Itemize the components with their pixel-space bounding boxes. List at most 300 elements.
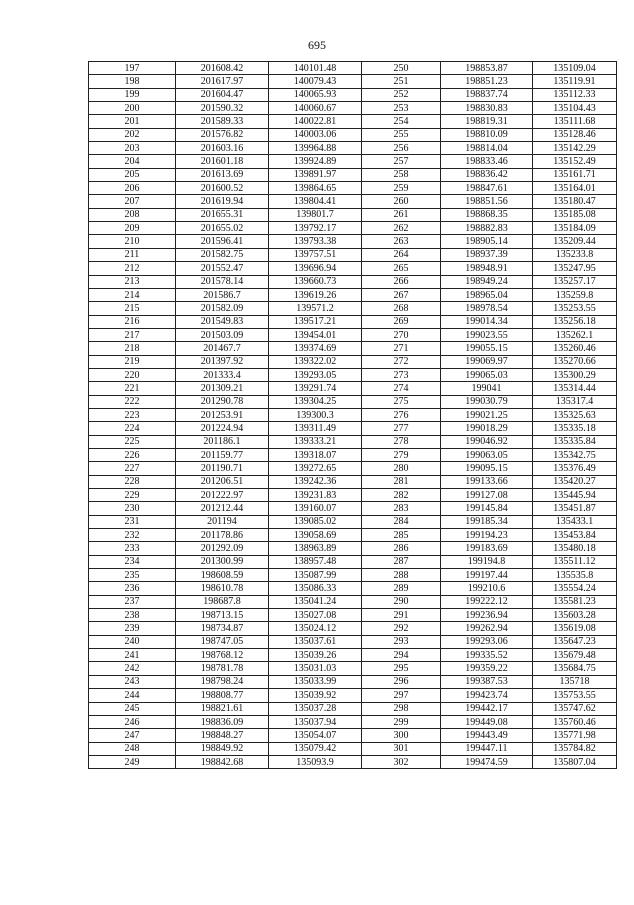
x-coordinate-cell: 198965.04 (441, 288, 533, 301)
x-coordinate-cell: 199065.03 (441, 368, 533, 381)
table-row (89, 649, 617, 662)
x-coordinate-cell: 201178.86 (176, 529, 269, 542)
x-coordinate-cell: 198747.05 (176, 635, 269, 648)
point-number-cell: 254 (362, 115, 441, 128)
point-number-cell: 240 (89, 635, 176, 648)
y-coordinate-cell: 139891.97 (269, 168, 362, 181)
x-coordinate-cell: 199262.94 (441, 622, 533, 635)
y-coordinate-cell: 135784.82 (533, 742, 617, 755)
y-coordinate-cell: 139058.69 (269, 529, 362, 542)
x-coordinate-cell: 201601.18 (176, 155, 269, 168)
y-coordinate-cell: 139792.17 (269, 222, 362, 235)
y-coordinate-cell: 135325.63 (533, 408, 617, 421)
point-number-cell: 264 (362, 248, 441, 261)
y-coordinate-cell: 135511.12 (533, 555, 617, 568)
y-coordinate-cell: 135420.27 (533, 475, 617, 488)
x-coordinate-cell: 201604.47 (176, 88, 269, 101)
y-coordinate-cell: 135037.28 (269, 702, 362, 715)
y-coordinate-cell: 135185.08 (533, 208, 617, 221)
x-coordinate-cell: 201333.4 (176, 368, 269, 381)
y-coordinate-cell: 139085.02 (269, 515, 362, 528)
x-coordinate-cell: 198810.09 (441, 128, 533, 141)
table-row (89, 742, 617, 755)
y-coordinate-cell: 135451.87 (533, 502, 617, 515)
point-number-cell: 203 (89, 142, 176, 155)
x-coordinate-cell: 201309.21 (176, 382, 269, 395)
x-coordinate-cell: 201590.32 (176, 102, 269, 115)
x-coordinate-cell: 201503.09 (176, 328, 269, 341)
y-coordinate-cell: 139291.74 (269, 382, 362, 395)
point-number-cell: 282 (362, 489, 441, 502)
table-row (89, 88, 617, 101)
x-coordinate-cell: 198882.83 (441, 222, 533, 235)
y-coordinate-cell: 135480.18 (533, 542, 617, 555)
point-number-cell: 200 (89, 102, 176, 115)
x-coordinate-cell: 201224.94 (176, 422, 269, 435)
x-coordinate-cell: 199041 (441, 382, 533, 395)
x-coordinate-cell: 199185.34 (441, 515, 533, 528)
x-coordinate-cell: 199293.06 (441, 635, 533, 648)
point-number-cell: 227 (89, 462, 176, 475)
x-coordinate-cell: 199387.53 (441, 675, 533, 688)
point-number-cell: 235 (89, 569, 176, 582)
x-coordinate-cell: 198868.35 (441, 208, 533, 221)
x-coordinate-cell: 201467.7 (176, 342, 269, 355)
x-coordinate-cell: 199194.8 (441, 555, 533, 568)
x-coordinate-cell: 201582.75 (176, 248, 269, 261)
y-coordinate-cell: 139571.2 (269, 302, 362, 315)
x-coordinate-cell: 199127.08 (441, 489, 533, 502)
x-coordinate-cell: 198610.78 (176, 582, 269, 595)
point-number-cell: 204 (89, 155, 176, 168)
x-coordinate-cell: 198833.46 (441, 155, 533, 168)
point-number-cell: 215 (89, 302, 176, 315)
point-number-cell: 222 (89, 395, 176, 408)
point-number-cell: 198 (89, 75, 176, 88)
table-row (89, 355, 617, 368)
x-coordinate-cell: 199069.97 (441, 355, 533, 368)
x-coordinate-cell: 198937.39 (441, 248, 533, 261)
table-row (89, 395, 617, 408)
y-coordinate-cell: 139231.83 (269, 489, 362, 502)
x-coordinate-cell: 199442.17 (441, 702, 533, 715)
x-coordinate-cell: 198814.04 (441, 142, 533, 155)
y-coordinate-cell: 135554.24 (533, 582, 617, 595)
table-row (89, 248, 617, 261)
y-coordinate-cell: 135031.03 (269, 662, 362, 675)
coordinates-table-body (89, 62, 617, 769)
point-number-cell: 294 (362, 649, 441, 662)
point-number-cell: 253 (362, 102, 441, 115)
point-number-cell: 290 (362, 595, 441, 608)
x-coordinate-cell: 201253.91 (176, 408, 269, 421)
y-coordinate-cell: 135581.23 (533, 595, 617, 608)
x-coordinate-cell: 198949.24 (441, 275, 533, 288)
y-coordinate-cell: 135209.44 (533, 235, 617, 248)
point-number-cell: 279 (362, 448, 441, 461)
point-number-cell: 205 (89, 168, 176, 181)
point-number-cell: 257 (362, 155, 441, 168)
y-coordinate-cell: 139322.02 (269, 355, 362, 368)
x-coordinate-cell: 199222.12 (441, 595, 533, 608)
point-number-cell: 291 (362, 609, 441, 622)
point-number-cell: 214 (89, 288, 176, 301)
x-coordinate-cell: 198851.56 (441, 195, 533, 208)
point-number-cell: 295 (362, 662, 441, 675)
y-coordinate-cell: 135535.8 (533, 569, 617, 582)
x-coordinate-cell: 199447.11 (441, 742, 533, 755)
point-number-cell: 228 (89, 475, 176, 488)
y-coordinate-cell: 135233.8 (533, 248, 617, 261)
x-coordinate-cell: 198948.91 (441, 262, 533, 275)
x-coordinate-cell: 201222.97 (176, 489, 269, 502)
y-coordinate-cell: 135109.04 (533, 62, 617, 75)
x-coordinate-cell: 198836.42 (441, 168, 533, 181)
point-number-cell: 230 (89, 502, 176, 515)
point-number-cell: 286 (362, 542, 441, 555)
x-coordinate-cell: 201292.09 (176, 542, 269, 555)
table-row (89, 368, 617, 381)
x-coordinate-cell: 201159.77 (176, 448, 269, 461)
point-number-cell: 261 (362, 208, 441, 221)
y-coordinate-cell: 140060.67 (269, 102, 362, 115)
point-number-cell: 301 (362, 742, 441, 755)
y-coordinate-cell: 135257.17 (533, 275, 617, 288)
point-number-cell: 202 (89, 128, 176, 141)
y-coordinate-cell: 139454.01 (269, 328, 362, 341)
point-number-cell: 293 (362, 635, 441, 648)
x-coordinate-cell: 201617.97 (176, 75, 269, 88)
point-number-cell: 281 (362, 475, 441, 488)
point-number-cell: 221 (89, 382, 176, 395)
point-number-cell: 289 (362, 582, 441, 595)
table-row (89, 288, 617, 301)
point-number-cell: 249 (89, 755, 176, 768)
point-number-cell: 233 (89, 542, 176, 555)
y-coordinate-cell: 135247.95 (533, 262, 617, 275)
point-number-cell: 265 (362, 262, 441, 275)
point-number-cell: 269 (362, 315, 441, 328)
point-number-cell: 273 (362, 368, 441, 381)
x-coordinate-cell: 201619.94 (176, 195, 269, 208)
x-coordinate-cell: 199443.49 (441, 729, 533, 742)
x-coordinate-cell: 198848.27 (176, 729, 269, 742)
table-row (89, 569, 617, 582)
x-coordinate-cell: 201586.7 (176, 288, 269, 301)
table-row (89, 555, 617, 568)
point-number-cell: 224 (89, 422, 176, 435)
point-number-cell: 280 (362, 462, 441, 475)
point-number-cell: 229 (89, 489, 176, 502)
point-number-cell: 248 (89, 742, 176, 755)
x-coordinate-cell: 201212.44 (176, 502, 269, 515)
point-number-cell: 267 (362, 288, 441, 301)
x-coordinate-cell: 198713.15 (176, 609, 269, 622)
point-number-cell: 252 (362, 88, 441, 101)
table-row (89, 435, 617, 448)
x-coordinate-cell: 199210.6 (441, 582, 533, 595)
x-coordinate-cell: 201589.33 (176, 115, 269, 128)
y-coordinate-cell: 135300.29 (533, 368, 617, 381)
table-row (89, 542, 617, 555)
point-number-cell: 210 (89, 235, 176, 248)
table-row (89, 729, 617, 742)
x-coordinate-cell: 201596.41 (176, 235, 269, 248)
y-coordinate-cell: 135119.91 (533, 75, 617, 88)
point-number-cell: 242 (89, 662, 176, 675)
table-row (89, 315, 617, 328)
table-row (89, 622, 617, 635)
x-coordinate-cell: 198849.92 (176, 742, 269, 755)
point-number-cell: 292 (362, 622, 441, 635)
y-coordinate-cell: 138957.48 (269, 555, 362, 568)
y-coordinate-cell: 139793.38 (269, 235, 362, 248)
table-row (89, 502, 617, 515)
table-row (89, 142, 617, 155)
point-number-cell: 208 (89, 208, 176, 221)
table-row (89, 448, 617, 461)
table-row (89, 115, 617, 128)
table-row (89, 195, 617, 208)
y-coordinate-cell: 135180.47 (533, 195, 617, 208)
x-coordinate-cell: 201186.1 (176, 435, 269, 448)
point-number-cell: 256 (362, 142, 441, 155)
point-number-cell: 237 (89, 595, 176, 608)
point-number-cell: 199 (89, 88, 176, 101)
y-coordinate-cell: 135039.92 (269, 689, 362, 702)
table-row (89, 75, 617, 88)
coordinates-table (88, 61, 617, 769)
y-coordinate-cell: 139304.25 (269, 395, 362, 408)
point-number-cell: 225 (89, 435, 176, 448)
y-coordinate-cell: 135647.23 (533, 635, 617, 648)
y-coordinate-cell: 140079.43 (269, 75, 362, 88)
point-number-cell: 297 (362, 689, 441, 702)
point-number-cell: 218 (89, 342, 176, 355)
point-number-cell: 238 (89, 609, 176, 622)
table-row (89, 62, 617, 75)
point-number-cell: 283 (362, 502, 441, 515)
point-number-cell: 234 (89, 555, 176, 568)
point-number-cell: 246 (89, 715, 176, 728)
point-number-cell: 250 (362, 62, 441, 75)
page-number: 695 (308, 38, 326, 52)
y-coordinate-cell: 140065.93 (269, 88, 362, 101)
y-coordinate-cell: 135256.18 (533, 315, 617, 328)
point-number-cell: 209 (89, 222, 176, 235)
x-coordinate-cell: 199133.66 (441, 475, 533, 488)
y-coordinate-cell: 139318.07 (269, 448, 362, 461)
x-coordinate-cell: 198734.87 (176, 622, 269, 635)
point-number-cell: 260 (362, 195, 441, 208)
y-coordinate-cell: 139804.41 (269, 195, 362, 208)
y-coordinate-cell: 135142.29 (533, 142, 617, 155)
y-coordinate-cell: 135270.66 (533, 355, 617, 368)
y-coordinate-cell: 135747.62 (533, 702, 617, 715)
x-coordinate-cell: 199095.15 (441, 462, 533, 475)
point-number-cell: 223 (89, 408, 176, 421)
x-coordinate-cell: 198781.78 (176, 662, 269, 675)
y-coordinate-cell: 135342.75 (533, 448, 617, 461)
point-number-cell: 211 (89, 248, 176, 261)
point-number-cell: 226 (89, 448, 176, 461)
x-coordinate-cell: 199359.22 (441, 662, 533, 675)
x-coordinate-cell: 198821.61 (176, 702, 269, 715)
point-number-cell: 302 (362, 755, 441, 768)
x-coordinate-cell: 198851.23 (441, 75, 533, 88)
x-coordinate-cell: 201300.99 (176, 555, 269, 568)
x-coordinate-cell: 198842.68 (176, 755, 269, 768)
y-coordinate-cell: 139272.65 (269, 462, 362, 475)
y-coordinate-cell: 139964.88 (269, 142, 362, 155)
point-number-cell: 271 (362, 342, 441, 355)
y-coordinate-cell: 135054.07 (269, 729, 362, 742)
table-row (89, 262, 617, 275)
x-coordinate-cell: 201600.52 (176, 182, 269, 195)
y-coordinate-cell: 139696.94 (269, 262, 362, 275)
point-number-cell: 262 (362, 222, 441, 235)
point-number-cell: 201 (89, 115, 176, 128)
x-coordinate-cell: 201578.14 (176, 275, 269, 288)
point-number-cell: 245 (89, 702, 176, 715)
table-row (89, 222, 617, 235)
point-number-cell: 241 (89, 649, 176, 662)
point-number-cell: 220 (89, 368, 176, 381)
y-coordinate-cell: 135314.44 (533, 382, 617, 395)
x-coordinate-cell: 199449.08 (441, 715, 533, 728)
x-coordinate-cell: 201397.92 (176, 355, 269, 368)
point-number-cell: 244 (89, 689, 176, 702)
point-number-cell: 266 (362, 275, 441, 288)
point-number-cell: 236 (89, 582, 176, 595)
y-coordinate-cell: 135753.55 (533, 689, 617, 702)
table-row (89, 342, 617, 355)
y-coordinate-cell: 135679.48 (533, 649, 617, 662)
y-coordinate-cell: 135093.9 (269, 755, 362, 768)
point-number-cell: 243 (89, 675, 176, 688)
x-coordinate-cell: 199474.59 (441, 755, 533, 768)
table-row (89, 182, 617, 195)
point-number-cell: 278 (362, 435, 441, 448)
y-coordinate-cell: 135112.33 (533, 88, 617, 101)
point-number-cell: 275 (362, 395, 441, 408)
point-number-cell: 263 (362, 235, 441, 248)
y-coordinate-cell: 135037.94 (269, 715, 362, 728)
table-row (89, 515, 617, 528)
y-coordinate-cell: 139160.07 (269, 502, 362, 515)
x-coordinate-cell: 201190.71 (176, 462, 269, 475)
y-coordinate-cell: 140003.06 (269, 128, 362, 141)
x-coordinate-cell: 199335.52 (441, 649, 533, 662)
point-number-cell: 276 (362, 408, 441, 421)
y-coordinate-cell: 135335.84 (533, 435, 617, 448)
table-row (89, 422, 617, 435)
x-coordinate-cell: 201194 (176, 515, 269, 528)
y-coordinate-cell: 135104.43 (533, 102, 617, 115)
x-coordinate-cell: 199046.92 (441, 435, 533, 448)
y-coordinate-cell: 140101.48 (269, 62, 362, 75)
y-coordinate-cell: 135619.08 (533, 622, 617, 635)
table-row (89, 208, 617, 221)
point-number-cell: 296 (362, 675, 441, 688)
point-number-cell: 285 (362, 529, 441, 542)
x-coordinate-cell: 198608.59 (176, 569, 269, 582)
x-coordinate-cell: 199023.55 (441, 328, 533, 341)
y-coordinate-cell: 135259.8 (533, 288, 617, 301)
table-row (89, 582, 617, 595)
point-number-cell: 287 (362, 555, 441, 568)
y-coordinate-cell: 135445.94 (533, 489, 617, 502)
x-coordinate-cell: 199063.05 (441, 448, 533, 461)
y-coordinate-cell: 139924.89 (269, 155, 362, 168)
x-coordinate-cell: 198808.77 (176, 689, 269, 702)
x-coordinate-cell: 201576.82 (176, 128, 269, 141)
y-coordinate-cell: 135184.09 (533, 222, 617, 235)
y-coordinate-cell: 135039.26 (269, 649, 362, 662)
point-number-cell: 207 (89, 195, 176, 208)
table-row (89, 675, 617, 688)
point-number-cell: 277 (362, 422, 441, 435)
table-row (89, 102, 617, 115)
y-coordinate-cell: 139757.51 (269, 248, 362, 261)
y-coordinate-cell: 135128.46 (533, 128, 617, 141)
x-coordinate-cell: 201549.83 (176, 315, 269, 328)
y-coordinate-cell: 135033.99 (269, 675, 362, 688)
y-coordinate-cell: 135161.71 (533, 168, 617, 181)
x-coordinate-cell: 199423.74 (441, 689, 533, 702)
x-coordinate-cell: 198768.12 (176, 649, 269, 662)
point-number-cell: 213 (89, 275, 176, 288)
y-coordinate-cell: 135024.12 (269, 622, 362, 635)
point-number-cell: 251 (362, 75, 441, 88)
x-coordinate-cell: 201206.51 (176, 475, 269, 488)
table-row (89, 328, 617, 341)
x-coordinate-cell: 199183.69 (441, 542, 533, 555)
point-number-cell: 197 (89, 62, 176, 75)
point-number-cell: 217 (89, 328, 176, 341)
x-coordinate-cell: 198837.74 (441, 88, 533, 101)
table-row (89, 489, 617, 502)
y-coordinate-cell: 139517.21 (269, 315, 362, 328)
x-coordinate-cell: 198798.24 (176, 675, 269, 688)
x-coordinate-cell: 199014.34 (441, 315, 533, 328)
y-coordinate-cell: 135079.42 (269, 742, 362, 755)
y-coordinate-cell: 135603.28 (533, 609, 617, 622)
x-coordinate-cell: 198853.87 (441, 62, 533, 75)
table-row (89, 235, 617, 248)
x-coordinate-cell: 198819.31 (441, 115, 533, 128)
y-coordinate-cell: 135027.08 (269, 609, 362, 622)
y-coordinate-cell: 135086.33 (269, 582, 362, 595)
point-number-cell: 239 (89, 622, 176, 635)
y-coordinate-cell: 139242.36 (269, 475, 362, 488)
point-number-cell: 231 (89, 515, 176, 528)
x-coordinate-cell: 199145.84 (441, 502, 533, 515)
x-coordinate-cell: 198830.83 (441, 102, 533, 115)
y-coordinate-cell: 139293.05 (269, 368, 362, 381)
x-coordinate-cell: 201582.09 (176, 302, 269, 315)
table-row (89, 715, 617, 728)
x-coordinate-cell: 199030.79 (441, 395, 533, 408)
point-number-cell: 268 (362, 302, 441, 315)
point-number-cell: 288 (362, 569, 441, 582)
point-number-cell: 270 (362, 328, 441, 341)
point-number-cell: 298 (362, 702, 441, 715)
y-coordinate-cell: 139801.7 (269, 208, 362, 221)
y-coordinate-cell: 139864.65 (269, 182, 362, 195)
y-coordinate-cell: 139374.69 (269, 342, 362, 355)
y-coordinate-cell: 135718 (533, 675, 617, 688)
